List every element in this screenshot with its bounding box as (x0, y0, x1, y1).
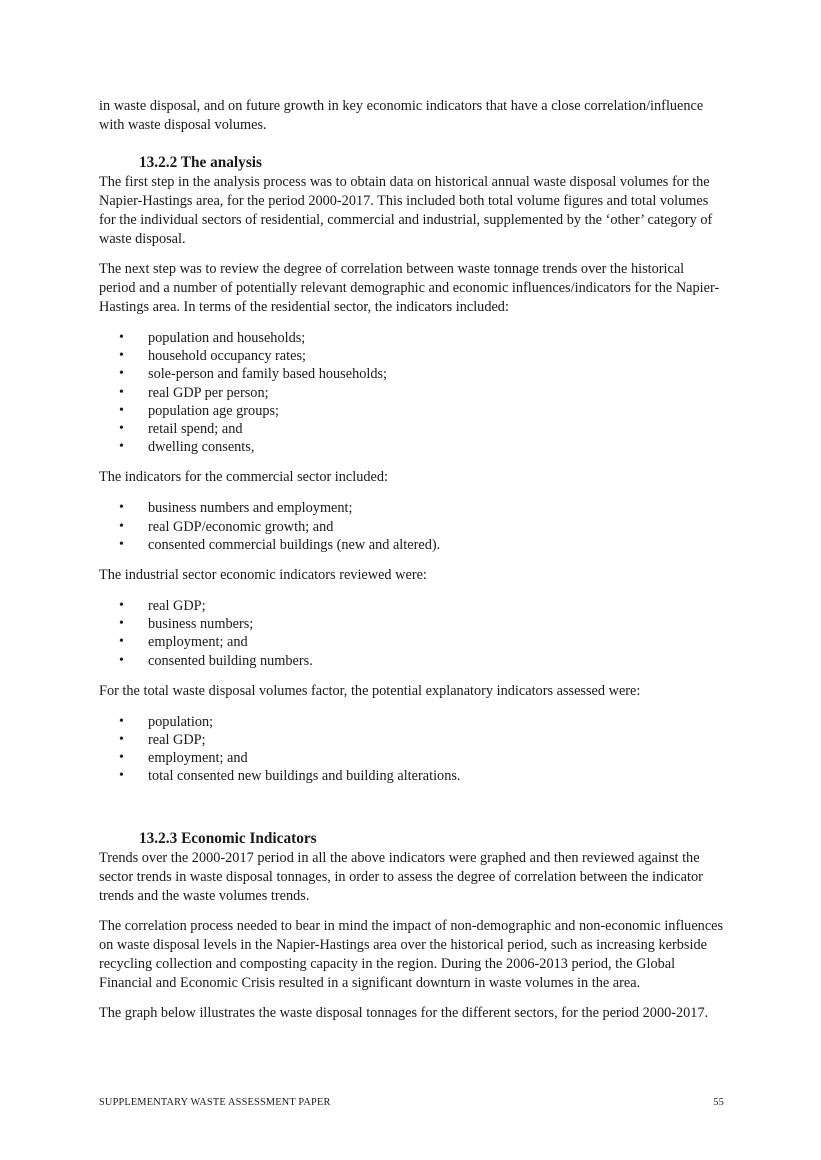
list-item: • consented commercial buildings (new and altered). (99, 536, 724, 554)
economic-paragraph-2: The correlation process needed to bear in mind the impact of non-demographic and non-economic influences on waste disposal levels in the Napier-Hastings area over the historical period, such as increasing kerbside recycling collection and composting capacity in the region. During the 2006-2013 period, the Global Financial and Economic Crisis resulted in a significant downturn in waste volumes in the area. (99, 917, 724, 991)
list-item: • employment; and (99, 633, 724, 651)
list-item: • business numbers and employment; (99, 499, 724, 517)
analysis-paragraph-2: The next step was to review the degree of correlation between waste tonnage trends over the historical period and a number of potentially relevant demographic and economic influences/indicators for the Napier-Hastings area. In terms of the residential sector, the indicators included: (99, 261, 720, 315)
list-item: • real GDP/economic growth; and (99, 518, 724, 536)
economic-paragraph-3: The graph below illustrates the waste disposal tonnages for the different sectors, for the period 2000-2017. (99, 1004, 709, 1021)
list-item: • population age groups; (99, 402, 724, 420)
list-item: • consented building numbers. (99, 652, 724, 670)
total-intro: For the total waste disposal volumes factor, the potential explanatory indicators assessed were: (99, 682, 641, 699)
list-item: • dwelling consents, (99, 438, 724, 456)
page-footer (99, 1097, 724, 1108)
residential-indicator-list (99, 329, 724, 456)
section-spacer (99, 798, 724, 829)
list-item: • employment; and (99, 749, 724, 767)
section-heading-analysis: 13.2.2 The analysis (139, 154, 262, 171)
list-item: • retail spend; and (99, 420, 724, 438)
industrial-indicator-list (99, 597, 724, 670)
commercial-indicator-list (99, 499, 724, 554)
list-item: • real GDP per person; (99, 384, 724, 402)
list-item: • population; (99, 713, 724, 731)
list-item: • real GDP; (99, 597, 724, 615)
list-item: • population and households; (99, 329, 724, 347)
section-heading-economic-indicators: 13.2.3 Economic Indicators (139, 829, 317, 847)
commercial-intro: The indicators for the commercial sector included: (99, 469, 389, 486)
industrial-intro: The industrial sector economic indicators reviewed were: (99, 567, 427, 584)
continuation-paragraph: in waste disposal, and on future growth in key economic indicators that have a close correlation/influence with waste disposal volumes. (99, 98, 704, 133)
list-item: • household occupancy rates; (99, 347, 724, 365)
page-number: 55 (713, 1097, 724, 1108)
list-item: • sole-person and family based households; (99, 365, 724, 383)
analysis-paragraph-1: The first step in the analysis process was to obtain data on historical annual waste disposal volumes for the Napier-Hastings area, for the period 2000-2017. This included both total volume figures and total volumes for the individual sectors of residential, commercial and industrial, supplemented by the ‘other’ category of waste disposal. (99, 174, 713, 247)
economic-paragraph-1: Trends over the 2000-2017 period in all the above indicators were graphed and then reviewed against the sector trends in waste disposal tonnages, in order to assess the degree of correlation between the indicator trends and the waste volumes trends. (99, 849, 703, 904)
list-item: • total consented new buildings and building alterations. (99, 767, 724, 785)
total-indicator-list (99, 713, 724, 786)
list-item: • real GDP; (99, 731, 724, 749)
page-body (99, 97, 724, 1034)
footer-title: SUPPLEMENTARY WASTE ASSESSMENT PAPER (99, 1097, 331, 1108)
list-item: • business numbers; (99, 615, 724, 633)
